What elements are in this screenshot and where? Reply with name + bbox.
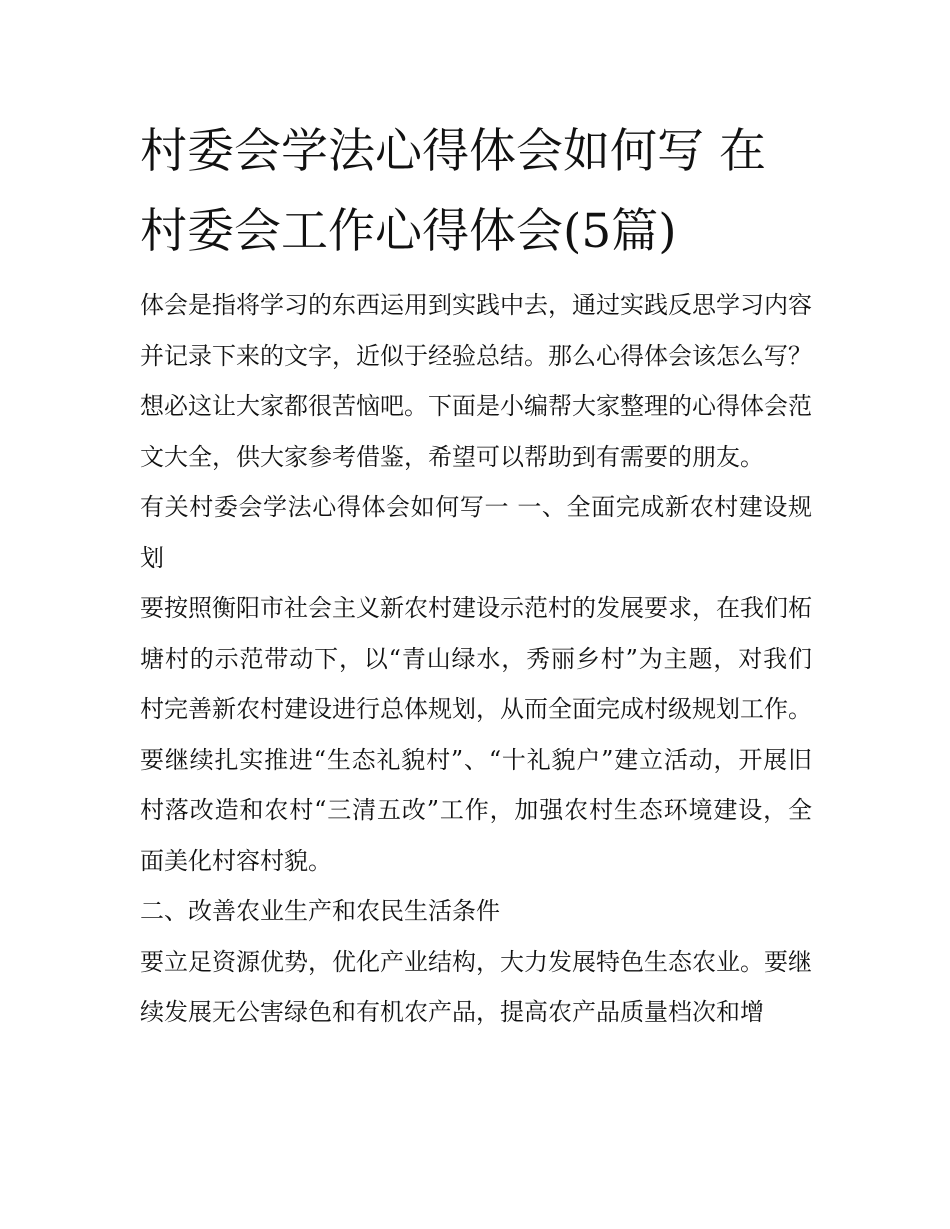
body-paragraph-1: 要按照衡阳市社会主义新农村建设示范村的发展要求，在我们柘塘村的示范带动下，以“青山绿水，秀丽乡村”为主题，对我们村完善新农村建设进行总体规划，从而全面完成村级规划工作。要继续扎实推进“生态礼貌村”、“十礼貌户”建立活动，开展旧村落改造和农村“三清五改”工作，加强农村生态环境建设，全面美化村容村貌。 (140, 594, 812, 875)
intro-paragraph: 体会是指将学习的东西运用到实践中去，通过实践反思学习内容并记录下来的文字，近似于经验总结。那么心得体会该怎么写？想必这让大家都很苦恼吧。下面是小编帮大家整理的心得体会范文大全，供大家参考借鉴，希望可以帮助到有需要的朋友。 (140, 291, 812, 471)
body-paragraph-2: 要立足资源优势，优化产业结构，大力发展特色生态农业。要继续发展无公害绿色和有机农产品，提高农产品质量档次和增 (140, 947, 812, 1026)
section-heading-2: 二、改善农业生产和农民生活条件 (140, 897, 500, 925)
section-heading-1: 有关村委会学法心得体会如何写一 一、全面完成新农村建设规划 (140, 493, 812, 572)
document-title: 村委会学法心得体会如何写 在村委会工作心得体会(5篇) (140, 124, 766, 259)
document-body (140, 112, 812, 1038)
